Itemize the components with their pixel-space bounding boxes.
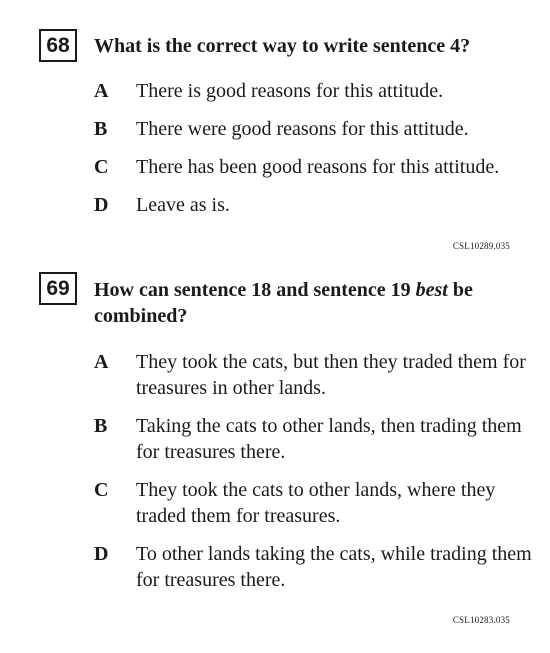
option-letter: A (94, 351, 109, 373)
option-text: There has been good reasons for this attitude. (136, 156, 500, 178)
option-text: They took the cats to other lands, where they traded them for treasures. (136, 479, 496, 527)
option-text: There is good reasons for this attitude. (136, 80, 444, 102)
option-letter: B (94, 415, 108, 437)
question-number-box: 68 (39, 29, 77, 62)
option-text: Taking the cats to other lands, then trading them for treasures there. (136, 415, 522, 463)
question-text-start: How can sentence 18 and sentence 19 (94, 279, 416, 301)
option-text: There were good reasons for this attitude. (136, 118, 469, 140)
question-text-end: be combined? (94, 279, 473, 327)
option-letter: D (94, 194, 109, 216)
option-text: They took the cats, but then they traded them for treasures in other lands. (136, 351, 526, 399)
option-letter: A (94, 80, 109, 102)
question-text (94, 277, 534, 329)
item-code: CSL10283.035 (452, 615, 510, 625)
option-letter: B (94, 118, 108, 140)
option-text: Leave as is. (136, 194, 230, 216)
option-letter: C (94, 479, 109, 501)
option-letter: D (94, 543, 109, 565)
question-number-box: 69 (39, 272, 77, 305)
option-letter: C (94, 156, 109, 178)
item-code: CSL10289.035 (452, 241, 510, 251)
option-text: To other lands taking the cats, while trading them for treasures there. (136, 543, 532, 591)
question-text-emphasis: best (415, 279, 448, 301)
question-text: What is the correct way to write sentence 4? (94, 35, 471, 57)
